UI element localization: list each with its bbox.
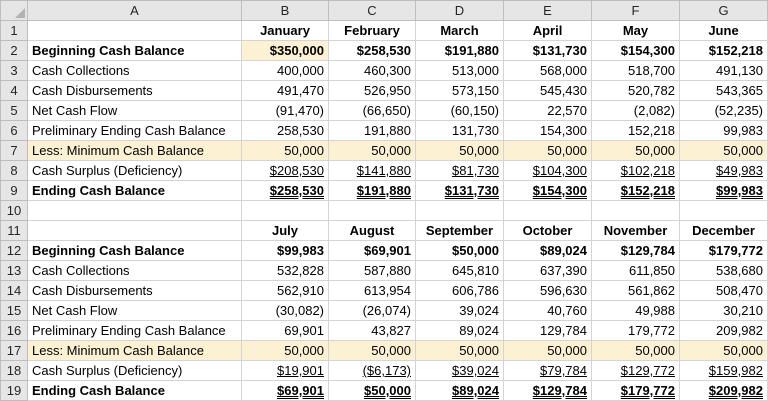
row-label-cell[interactable]: Net Cash Flow — [28, 101, 242, 121]
value-cell-c[interactable] — [329, 181, 416, 201]
value-cell-d[interactable] — [416, 81, 504, 101]
month-header-cell[interactable]: December — [680, 221, 768, 241]
sheet-row — [1, 61, 768, 81]
cell-value: $154,300 — [532, 183, 587, 198]
cell-value: 543,365 — [716, 83, 763, 98]
value-cell-c[interactable] — [329, 41, 416, 61]
sheet-row — [1, 121, 768, 141]
value-cell-c[interactable] — [329, 141, 416, 161]
row-header[interactable]: 15 — [1, 301, 28, 321]
value-cell-g[interactable] — [680, 101, 768, 121]
cell-value: 258,530 — [277, 123, 324, 138]
cell-value: $191,880 — [356, 183, 411, 198]
cell-value: ($6,173) — [362, 363, 411, 378]
cell-value: $89,024 — [540, 243, 587, 258]
row-label-cell[interactable]: Cash Surplus (Deficiency) — [28, 361, 242, 381]
cell-value: 89,024 — [459, 323, 499, 338]
month-header-cell[interactable]: November — [592, 221, 680, 241]
cell-value: $99,983 — [277, 243, 324, 258]
sheet-row — [1, 241, 768, 261]
value-cell-e[interactable] — [504, 301, 592, 321]
value-cell-b[interactable] — [242, 381, 329, 401]
value-cell-d[interactable] — [416, 281, 504, 301]
value-cell-b[interactable] — [242, 41, 329, 61]
value-cell-d[interactable] — [416, 141, 504, 161]
row-label-cell[interactable]: Cash Collections — [28, 61, 242, 81]
value-cell-f[interactable] — [592, 81, 680, 101]
value-cell-c[interactable] — [329, 241, 416, 261]
month-header-cell[interactable]: October — [504, 221, 592, 241]
month-header-cell[interactable]: August — [329, 221, 416, 241]
cell-value: $39,024 — [452, 363, 499, 378]
value-cell-g[interactable] — [680, 341, 768, 361]
value-cell-b[interactable] — [242, 361, 329, 381]
cell-value: 613,954 — [364, 283, 411, 298]
value-cell-e[interactable] — [504, 381, 592, 401]
value-cell-c[interactable] — [329, 281, 416, 301]
value-cell-f[interactable] — [592, 201, 680, 221]
value-cell-f[interactable] — [592, 281, 680, 301]
value-cell-d[interactable] — [416, 41, 504, 61]
cell-value: $129,784 — [620, 243, 675, 258]
cell-value: $81,730 — [452, 163, 499, 178]
cell-value: 30,210 — [723, 303, 763, 318]
value-cell-g[interactable] — [680, 321, 768, 341]
sheet-row — [1, 361, 768, 381]
month-header-cell[interactable]: January — [242, 21, 329, 41]
cell-value: $99,983 — [716, 183, 763, 198]
row-header[interactable]: 8 — [1, 161, 28, 181]
cell-value: $208,530 — [269, 163, 324, 178]
value-cell-b[interactable] — [242, 81, 329, 101]
value-cell-f[interactable] — [592, 321, 680, 341]
value-cell-g[interactable] — [680, 181, 768, 201]
cell-value: 400,000 — [277, 63, 324, 78]
value-cell-d[interactable] — [416, 181, 504, 201]
cell-value: 49,988 — [635, 303, 675, 318]
row-header[interactable]: 18 — [1, 361, 28, 381]
value-cell-b[interactable] — [242, 341, 329, 361]
value-cell-e[interactable] — [504, 261, 592, 281]
value-cell-c[interactable] — [329, 101, 416, 121]
cell-value: $50,000 — [364, 383, 411, 398]
value-cell-f[interactable] — [592, 361, 680, 381]
value-cell-b[interactable] — [242, 61, 329, 81]
value-cell-e[interactable] — [504, 181, 592, 201]
row-label-cell[interactable]: Cash Collections — [28, 261, 242, 281]
value-cell-g[interactable] — [680, 161, 768, 181]
value-cell-f[interactable] — [592, 41, 680, 61]
cell-value: $89,024 — [452, 383, 499, 398]
column-header-g[interactable]: G — [680, 1, 768, 21]
value-cell-g[interactable] — [680, 41, 768, 61]
row-header[interactable]: 9 — [1, 181, 28, 201]
row-header[interactable]: 14 — [1, 281, 28, 301]
value-cell-e[interactable] — [504, 281, 592, 301]
cell-value: (66,650) — [362, 103, 411, 118]
value-cell-e[interactable] — [504, 341, 592, 361]
row-label-cell[interactable]: Beginning Cash Balance — [28, 241, 242, 261]
sheet-row — [1, 221, 768, 241]
value-cell-c[interactable] — [329, 341, 416, 361]
value-cell-e[interactable] — [504, 321, 592, 341]
value-cell-d[interactable] — [416, 341, 504, 361]
sheet-row — [1, 101, 768, 121]
column-header-a[interactable]: A — [28, 1, 242, 21]
value-cell-f[interactable] — [592, 301, 680, 321]
cell-value: 568,000 — [540, 63, 587, 78]
cell-value: 50,000 — [371, 143, 411, 158]
cell-value: 645,810 — [452, 263, 499, 278]
value-cell-e[interactable] — [504, 121, 592, 141]
value-cell-c[interactable] — [329, 261, 416, 281]
cell-value: 596,630 — [540, 283, 587, 298]
cell-value: 545,430 — [540, 83, 587, 98]
cell-value: 518,700 — [628, 63, 675, 78]
sheet-row — [1, 81, 768, 101]
sheet-row — [1, 201, 768, 221]
value-cell-f[interactable] — [592, 121, 680, 141]
cell-value: 191,880 — [364, 123, 411, 138]
row-label-cell[interactable]: Cash Surplus (Deficiency) — [28, 161, 242, 181]
value-cell-e[interactable] — [504, 361, 592, 381]
cell-value: $179,772 — [708, 243, 763, 258]
select-all-button[interactable] — [1, 1, 28, 21]
cell-value: $209,982 — [708, 383, 763, 398]
row-header[interactable]: 3 — [1, 61, 28, 81]
row-label-cell[interactable] — [28, 201, 242, 221]
cell-value: 532,828 — [277, 263, 324, 278]
value-cell-b[interactable] — [242, 121, 329, 141]
value-cell-d[interactable] — [416, 201, 504, 221]
cell-value: 637,390 — [540, 263, 587, 278]
cell-value: $131,730 — [532, 43, 587, 58]
sheet-row — [1, 141, 768, 161]
month-header-cell[interactable]: June — [680, 21, 768, 41]
sheet-row — [1, 161, 768, 181]
cell-value: 561,862 — [628, 283, 675, 298]
cell-value: 587,880 — [364, 263, 411, 278]
cell-value: 209,982 — [716, 323, 763, 338]
cell-value: $79,784 — [540, 363, 587, 378]
cell-value: 40,760 — [547, 303, 587, 318]
cell-value: 491,130 — [716, 63, 763, 78]
value-cell-g[interactable] — [680, 121, 768, 141]
sheet-row — [1, 341, 768, 361]
cell-value: 573,150 — [452, 83, 499, 98]
cell-value: 43,827 — [371, 323, 411, 338]
sheet-row — [1, 181, 768, 201]
value-cell-d[interactable] — [416, 321, 504, 341]
sheet-row — [1, 321, 768, 341]
row-label-cell[interactable] — [28, 221, 242, 241]
row-label-cell[interactable]: Preliminary Ending Cash Balance — [28, 121, 242, 141]
cell-value: 22,570 — [547, 103, 587, 118]
value-cell-f[interactable] — [592, 261, 680, 281]
row-header[interactable]: 13 — [1, 261, 28, 281]
value-cell-d[interactable] — [416, 161, 504, 181]
value-cell-g[interactable] — [680, 201, 768, 221]
value-cell-c[interactable] — [329, 81, 416, 101]
cell-value: $152,218 — [708, 43, 763, 58]
cell-value: 152,218 — [628, 123, 675, 138]
value-cell-c[interactable] — [329, 361, 416, 381]
cell-value: $350,000 — [269, 43, 324, 58]
row-header[interactable]: 1 — [1, 21, 28, 41]
month-header-cell[interactable]: February — [329, 21, 416, 41]
month-header-cell[interactable]: July — [242, 221, 329, 241]
row-header[interactable]: 17 — [1, 341, 28, 361]
value-cell-e[interactable] — [504, 81, 592, 101]
value-cell-g[interactable] — [680, 241, 768, 261]
value-cell-c[interactable] — [329, 301, 416, 321]
value-cell-c[interactable] — [329, 61, 416, 81]
value-cell-d[interactable] — [416, 301, 504, 321]
cell-value: 526,950 — [364, 83, 411, 98]
cell-value: (26,074) — [362, 303, 411, 318]
cell-value: $19,901 — [277, 363, 324, 378]
value-cell-f[interactable] — [592, 241, 680, 261]
row-header[interactable]: 4 — [1, 81, 28, 101]
month-header-cell[interactable]: May — [592, 21, 680, 41]
value-cell-g[interactable] — [680, 81, 768, 101]
month-header-cell[interactable]: March — [416, 21, 504, 41]
row-header[interactable]: 19 — [1, 381, 28, 401]
cell-value: 50,000 — [459, 343, 499, 358]
cell-value: 50,000 — [547, 343, 587, 358]
cell-value: 508,470 — [716, 283, 763, 298]
value-cell-f[interactable] — [592, 181, 680, 201]
row-header[interactable]: 7 — [1, 141, 28, 161]
sheet-row — [1, 281, 768, 301]
cell-value: 154,300 — [540, 123, 587, 138]
value-cell-d[interactable] — [416, 121, 504, 141]
value-cell-b[interactable] — [242, 321, 329, 341]
cell-value: $131,730 — [444, 183, 499, 198]
cell-value: 50,000 — [371, 343, 411, 358]
value-cell-f[interactable] — [592, 161, 680, 181]
value-cell-f[interactable] — [592, 141, 680, 161]
cell-value: 50,000 — [723, 143, 763, 158]
row-header[interactable]: 16 — [1, 321, 28, 341]
column-header-f[interactable]: F — [592, 1, 680, 21]
row-label-cell[interactable]: Less: Minimum Cash Balance — [28, 141, 242, 161]
value-cell-d[interactable] — [416, 61, 504, 81]
sheet-row — [1, 261, 768, 281]
value-cell-f[interactable] — [592, 101, 680, 121]
cell-value: $69,901 — [364, 243, 411, 258]
cell-value: (30,082) — [275, 303, 324, 318]
row-header[interactable]: 10 — [1, 201, 28, 221]
row-label-cell[interactable]: Net Cash Flow — [28, 301, 242, 321]
cell-value: 50,000 — [284, 343, 324, 358]
value-cell-c[interactable] — [329, 321, 416, 341]
row-label-cell[interactable]: Preliminary Ending Cash Balance — [28, 321, 242, 341]
cell-value: 606,786 — [452, 283, 499, 298]
cell-value: $191,880 — [444, 43, 499, 58]
cell-value: (60,150) — [450, 103, 499, 118]
value-cell-f[interactable] — [592, 381, 680, 401]
cell-value: 131,730 — [452, 123, 499, 138]
cell-value: 520,782 — [628, 83, 675, 98]
value-cell-b[interactable] — [242, 181, 329, 201]
cell-value: 179,772 — [628, 323, 675, 338]
value-cell-e[interactable] — [504, 61, 592, 81]
value-cell-b[interactable] — [242, 101, 329, 121]
value-cell-b[interactable] — [242, 141, 329, 161]
column-header-e[interactable]: E — [504, 1, 592, 21]
value-cell-e[interactable] — [504, 241, 592, 261]
cell-value: 491,470 — [277, 83, 324, 98]
row-label-cell[interactable]: Ending Cash Balance — [28, 181, 242, 201]
cell-value: 538,680 — [716, 263, 763, 278]
month-header-cell[interactable]: September — [416, 221, 504, 241]
sheet-row — [1, 301, 768, 321]
cell-value: $129,772 — [620, 363, 675, 378]
cell-value: $258,530 — [356, 43, 411, 58]
value-cell-b[interactable] — [242, 201, 329, 221]
row-header[interactable]: 2 — [1, 41, 28, 61]
sheet-row — [1, 41, 768, 61]
row-label-cell[interactable]: Cash Disbursements — [28, 81, 242, 101]
cell-value: $179,772 — [620, 383, 675, 398]
value-cell-e[interactable] — [504, 161, 592, 181]
cell-value: 99,983 — [723, 123, 763, 138]
value-cell-d[interactable] — [416, 241, 504, 261]
value-cell-c[interactable] — [329, 381, 416, 401]
column-header-row — [1, 1, 768, 21]
cell-value: $152,218 — [620, 183, 675, 198]
column-header-d[interactable]: D — [416, 1, 504, 21]
cell-value: $129,784 — [532, 383, 587, 398]
value-cell-g[interactable] — [680, 361, 768, 381]
cell-value: $141,880 — [356, 163, 411, 178]
value-cell-g[interactable] — [680, 381, 768, 401]
value-cell-b[interactable] — [242, 261, 329, 281]
cell-value: 39,024 — [459, 303, 499, 318]
cell-value: $104,300 — [532, 163, 587, 178]
row-label-cell[interactable]: Less: Minimum Cash Balance — [28, 341, 242, 361]
value-cell-f[interactable] — [592, 341, 680, 361]
value-cell-g[interactable] — [680, 141, 768, 161]
cell-value: 50,000 — [635, 143, 675, 158]
value-cell-d[interactable] — [416, 261, 504, 281]
value-cell-e[interactable] — [504, 201, 592, 221]
cell-value: $154,300 — [620, 43, 675, 58]
row-label-cell[interactable]: Cash Disbursements — [28, 281, 242, 301]
value-cell-g[interactable] — [680, 281, 768, 301]
select-all-triangle-icon — [15, 8, 25, 18]
value-cell-c[interactable] — [329, 161, 416, 181]
cell-value: 562,910 — [277, 283, 324, 298]
value-cell-f[interactable] — [592, 61, 680, 81]
value-cell-b[interactable] — [242, 241, 329, 261]
cell-value: 50,000 — [635, 343, 675, 358]
cell-value: 69,901 — [284, 323, 324, 338]
cell-value: 460,300 — [364, 63, 411, 78]
row-label-cell[interactable]: Ending Cash Balance — [28, 381, 242, 401]
cell-value: $49,983 — [716, 163, 763, 178]
cell-value: 50,000 — [459, 143, 499, 158]
month-header-cell[interactable]: April — [504, 21, 592, 41]
cell-value: (52,235) — [714, 103, 763, 118]
value-cell-b[interactable] — [242, 281, 329, 301]
value-cell-g[interactable] — [680, 61, 768, 81]
sheet-row — [1, 381, 768, 401]
value-cell-b[interactable] — [242, 161, 329, 181]
cell-value: $258,530 — [269, 183, 324, 198]
cell-value: 50,000 — [547, 143, 587, 158]
row-header[interactable]: 5 — [1, 101, 28, 121]
value-cell-b[interactable] — [242, 301, 329, 321]
cell-value: $69,901 — [277, 383, 324, 398]
value-cell-d[interactable] — [416, 381, 504, 401]
value-cell-c[interactable] — [329, 121, 416, 141]
row-label-cell[interactable] — [28, 21, 242, 41]
cell-value: 50,000 — [284, 143, 324, 158]
row-header[interactable]: 12 — [1, 241, 28, 261]
value-cell-c[interactable] — [329, 201, 416, 221]
row-header[interactable]: 6 — [1, 121, 28, 141]
cell-value: 611,850 — [628, 263, 675, 278]
cell-value: 50,000 — [723, 343, 763, 358]
value-cell-e[interactable] — [504, 41, 592, 61]
value-cell-g[interactable] — [680, 261, 768, 281]
cell-value: $50,000 — [452, 243, 499, 258]
cell-value: (2,082) — [633, 103, 675, 118]
cell-value: 129,784 — [540, 323, 587, 338]
cell-value: $159,982 — [708, 363, 763, 378]
row-label-cell[interactable]: Beginning Cash Balance — [28, 41, 242, 61]
cell-value: 513,000 — [452, 63, 499, 78]
value-cell-e[interactable] — [504, 101, 592, 121]
row-header[interactable]: 11 — [1, 221, 28, 241]
value-cell-d[interactable] — [416, 361, 504, 381]
value-cell-d[interactable] — [416, 101, 504, 121]
column-header-c[interactable]: C — [329, 1, 416, 21]
cell-value: $102,218 — [620, 163, 675, 178]
cell-value: (91,470) — [275, 103, 324, 118]
column-header-b[interactable]: B — [242, 1, 329, 21]
value-cell-e[interactable] — [504, 141, 592, 161]
sheet-row — [1, 21, 768, 41]
value-cell-g[interactable] — [680, 301, 768, 321]
